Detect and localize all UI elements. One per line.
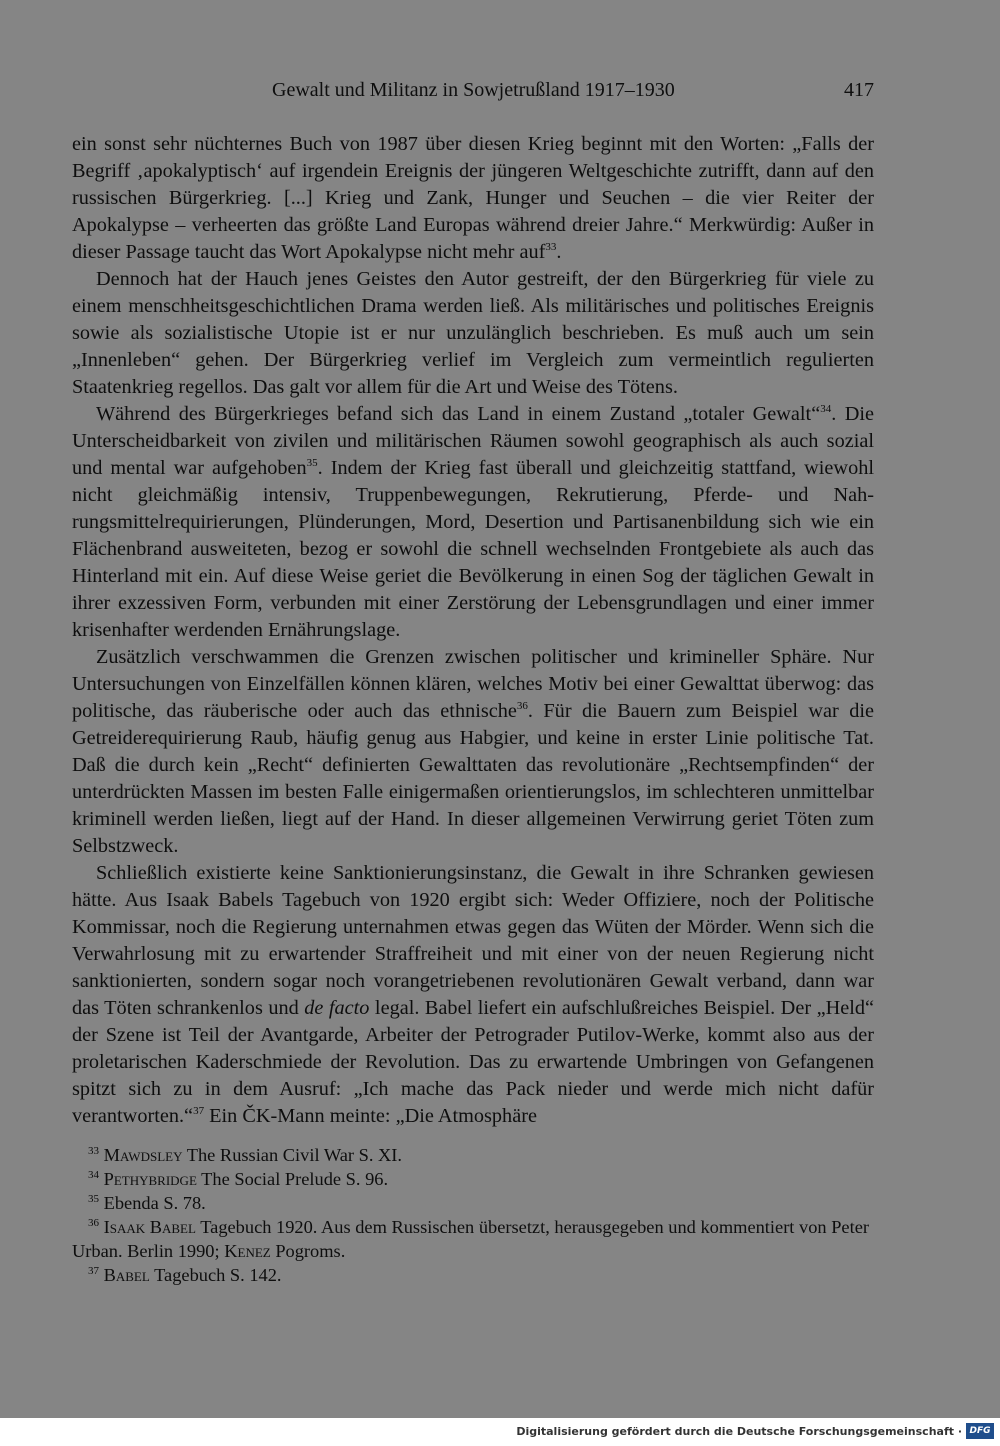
paragraph-3-text-1: Während des Bürgerkrieges befand sich das Land in einem Zustand „totaler Gewalt“	[96, 403, 821, 425]
footnote-author: Isaak Babel	[103, 1217, 196, 1237]
paragraph-4-text-2: . Für die Bauern zum Beispiel war die Getreiderequirierung Raub, häufig genug aus Habgier, und keine in erster Linie politische Tat. Daß die durch kein „Recht“ definierten Gewalttaten das revolutionäre „Rechtsempfinden“ der unterdrückten Massen im besten Falle einigermaßen orientierungslos, im schlechteren unmittelbar kriminell werden ließen, liegt auf der Hand. In dieser allgemeinen Verwirrung geriet Töten zum Selbstzweck.	[72, 700, 874, 857]
dfg-logo: DFG	[966, 1423, 994, 1439]
paragraph-1-end: .	[556, 241, 562, 263]
paragraph-4	[72, 644, 874, 860]
paragraph-3-text-2: . Die Unterscheidbarkeit von zivilen und militärischen Räumen sowohl geographisch als auch sozial und mental war aufgehoben	[72, 403, 874, 479]
footnote-number: 34	[88, 1168, 99, 1181]
footnote-number: 37	[88, 1264, 99, 1277]
footnote-author-2: Kenez	[224, 1241, 271, 1261]
digitization-credit-bar	[0, 1418, 1000, 1446]
body-text	[72, 131, 874, 1130]
paragraph-5-text-2: legal. Babel liefert ein aufschlußreiches Beispiel. Der „Held“ der Szene ist Teil der Avantgarde, Arbeiter der Petrograder Putilov-Werke, kommt also aus der proletarischen Kaderschmiede der Revolution. Das zu erwartende Umbringen von Gefangenen spitzt sich zu in dem Ausruf: „Ich mache das Pack nieder und werde mich nicht dafür verantworten.“	[72, 997, 874, 1127]
paragraph-2-text: Dennoch hat der Hauch jenes Geistes den Autor gestreift, der den Bürgerkrieg für viele zu einem menschheitsgeschichtlichen Drama werden ließ. Als militärisches und politisches Ereignis sowie als sozialistische Utopie ist er nur unzulänglich beschrieben. Es muß auch um sein „Innenleben“ gehen. Der Bürgerkrieg verlief im Vergleich zum vermeintlich regulierten Staatenkrieg regellos. Das galt vor allem für die Art und Weise des Tötens.	[72, 268, 874, 398]
footnote-number: 36	[88, 1216, 99, 1229]
digitization-credit: Digitalisierung gefördert durch die Deutsche Forschungsgemeinschaft ·	[516, 1425, 962, 1438]
paragraph-3-text-3: . Indem der Krieg fast überall und gleichzeitig stattfand, wiewohl nicht gleichmäßig intensiv, Truppenbewegungen, Rekrutierung, Pferde- und Nahrungsmittelrequirierungen, Plünderungen, Mord, Desertion und Partisanenbildung sich wie ein Flächenbrand ausweiteten, bezog er sowohl die schnell wechselnden Frontgebiete als auch das Hinterland mit ein. Auf diese Weise geriet die Bevölkerung in einen Sog der täglichen Gewalt in ihrer exzessiven Form, verbunden mit einer Zerstörung der Lebensgrundlagen und einer immer krisenhafter werdenden Ernährungslage.	[72, 457, 874, 641]
footnote-text: The Social Prelude S. 96.	[196, 1169, 389, 1189]
footnote-author: Pethybridge	[103, 1169, 197, 1189]
footnote-36	[72, 1215, 874, 1263]
footnote-author: Mawdsley	[103, 1145, 183, 1165]
footnote-ref-35: 35	[306, 457, 318, 470]
footnote-35	[72, 1191, 874, 1215]
running-head	[72, 79, 874, 109]
paragraph-4-text-1: Zusätzlich verschwammen die Grenzen zwischen politischer und krimineller Sphäre. Nur Untersuchungen von Einzelfällen können klären, welches Motiv bei einer Gewalttat überwog: das politische, das räuberische oder auch das ethnische	[72, 646, 874, 722]
footnote-34	[72, 1167, 874, 1191]
paragraph-1	[72, 131, 874, 266]
paragraph-5	[72, 860, 874, 1130]
paragraph-3	[72, 401, 874, 644]
footnote-number: 33	[88, 1144, 99, 1157]
footnote-text-2: Pogroms.	[270, 1241, 346, 1261]
paragraph-5-emphasis: de facto	[304, 997, 370, 1019]
footnote-ref-36: 36	[516, 700, 528, 713]
paragraph-5-text-1: Schließlich existierte keine Sanktionierungsinstanz, die Gewalt in ihre Schranken gewiesen hätte. Aus Isaak Babels Tagebuch von 1920 ergibt sich: Weder Offiziere, noch der Politische Kommissar, noch die Regierung unternahmen etwas gegen das Wüten der Mörder. Wenn sich die Verwahrlosung mit zu erwartender Straffreiheit und mit einer von der neuen Regierung nicht sanktionierten, sondern sogar noch vorangetriebenen revolutionären Gewalt verband, dann war das Töten schrankenlos und	[72, 862, 874, 1019]
footnote-ref-37: 37	[193, 1105, 205, 1118]
footnotes	[72, 1143, 874, 1287]
footnote-ref-34: 34	[820, 403, 832, 416]
paragraph-2	[72, 266, 874, 401]
footnote-text: Tagebuch S. 142.	[149, 1265, 282, 1285]
paragraph-1-text: ein sonst sehr nüchternes Buch von 1987 über diesen Krieg beginnt mit den Worten: „Falls der Begriff ‚apokalyptisch‘ auf irgendein Ereignis der jüngeren Weltgeschichte zutrifft, dann auf den russischen Bürgerkrieg. [...] Krieg und Zank, Hunger und Seuchen – die vier Reiter der Apokalypse – verheerten das größte Land Europas während dreier Jahre.“ Merkwürdig: Außer in dieser Passage taucht das Wort Apokalypse nicht mehr auf	[72, 133, 874, 263]
footnote-33	[72, 1143, 874, 1167]
footnote-number: 35	[88, 1192, 99, 1205]
footnote-text: Tagebuch 1920. Aus dem Russischen übersetzt, herausgegeben und kommentiert von Peter Urban. Berlin 1990;	[72, 1217, 869, 1261]
footnote-text: Ebenda S. 78.	[99, 1193, 206, 1213]
footnote-author: Babel	[103, 1265, 150, 1285]
paragraph-5-text-3: Ein ČK-Mann meinte: „Die Atmosphäre	[204, 1105, 537, 1127]
footnote-text: The Russian Civil War S. XI.	[182, 1145, 403, 1165]
page-number: 417	[844, 79, 874, 101]
footnote-ref-33: 33	[545, 241, 557, 254]
footnote-37	[72, 1263, 874, 1287]
running-title: Gewalt und Militanz in Sowjetrußland 1917–1930	[272, 79, 675, 101]
